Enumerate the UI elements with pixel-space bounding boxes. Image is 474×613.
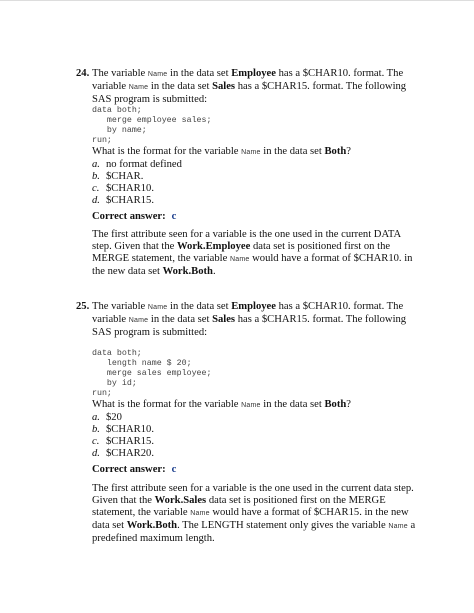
code-line: data both; <box>92 106 142 115</box>
option-c: c. $CHAR15. <box>92 436 154 447</box>
code-line: run; <box>92 136 112 145</box>
explanation-25: The first attribute seen for a variable is the one used in the current data step. Given that the Work.Sales data set is positioned first on the MERGE statement, the variable Name would have a format of $CHAR15. in the new data set Work.Both. The LENGTH statement only gives the variable Name a predefined maximum length. <box>92 483 416 544</box>
option-c: c. $CHAR10. <box>92 183 154 194</box>
code-block <box>92 106 414 146</box>
code-line: by id; <box>92 379 137 388</box>
options-list <box>92 159 414 207</box>
correct-answer: Correct answer: c <box>92 464 177 475</box>
option-a: a. $20 <box>92 412 122 423</box>
code-block <box>92 349 414 399</box>
variable-name: Name <box>241 402 261 409</box>
options-list <box>92 412 414 460</box>
code-line: by name; <box>92 126 147 135</box>
question-25 <box>76 301 414 476</box>
dataset-name: Employee <box>231 301 276 312</box>
variable-name: Name <box>388 523 408 530</box>
question-number: 25. <box>76 301 90 312</box>
code-line: data both; <box>92 349 142 358</box>
variable-name: Name <box>190 510 210 517</box>
question-prompt: What is the format for the variable Name in the data set Both? <box>92 146 351 157</box>
answer-value: c <box>171 211 177 222</box>
option-a: a. no format defined <box>92 159 182 170</box>
dataset-name: Sales <box>212 81 236 92</box>
code-line: run; <box>92 389 112 398</box>
explanation-24: The first attribute seen for a variable is the one used in the current DATA step. Given that the Work.Employee data set is positioned first on the MERGE statement, the variable Name would have a format of $CHAR10. in the new data set Work.Both. <box>92 229 413 277</box>
variable-name: Name <box>229 256 250 263</box>
code-line: merge sales employee; <box>92 369 212 378</box>
variable-name: Name <box>128 317 149 324</box>
variable-name: Name <box>147 304 168 311</box>
correct-answer: Correct answer: c <box>92 211 177 222</box>
question-24 <box>76 68 414 223</box>
variable-name: Name <box>128 84 149 91</box>
question-number: 24. <box>76 68 90 79</box>
variable-name: Name <box>147 71 168 78</box>
question-prompt: What is the format for the variable Name in the data set Both? <box>92 399 351 410</box>
option-d: d. $CHAR15. <box>92 195 154 206</box>
code-line: merge employee sales; <box>92 116 212 125</box>
dataset-name: Employee <box>231 68 276 79</box>
answer-value: c <box>171 464 177 475</box>
option-d: d. $CHAR20. <box>92 448 154 459</box>
spacer <box>92 339 414 349</box>
code-line: length name $ 20; <box>92 359 192 368</box>
dataset-name: Sales <box>212 314 236 325</box>
option-b: b. $CHAR. <box>92 171 144 182</box>
question-stem: The variable Name in the data set Employee has a $CHAR10. format. The variable Name in the data set Sales has a $CHAR15. format. The following SAS program is submitted: <box>92 301 407 338</box>
option-b: b. $CHAR10. <box>92 424 154 435</box>
variable-name: Name <box>241 149 261 156</box>
dataset-name: Both <box>324 146 347 157</box>
dataset-name: Both <box>324 399 347 410</box>
question-stem: The variable Name in the data set Employee has a $CHAR10. format. The variable Name in the data set Sales has a $CHAR15. format. The following SAS program is submitted: <box>92 68 407 105</box>
